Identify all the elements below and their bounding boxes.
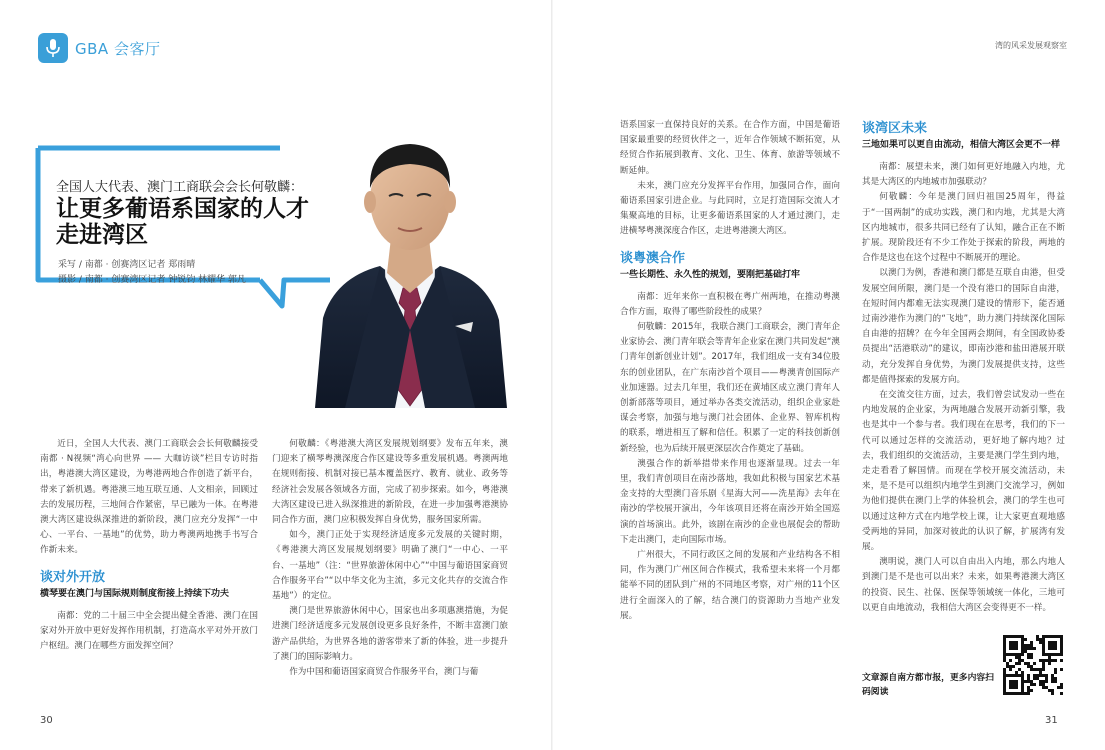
byline-writer: 采写 / 南都 · 创赛湾区记者 郑雨晴 xyxy=(58,260,196,270)
body-paragraph: 语系国家一直保持良好的关系。在合作方面，中国是葡语国家最重要的经贸伙伴之一，近年合作领域不断拓宽，从经贸合作拓展到教育、文化、卫生、体育、旅游等领域不断延伸。 xyxy=(620,120,840,176)
section-subtitle-opening: 横琴要在澳门与国际规则制度衔接上持续下功夫 xyxy=(40,588,230,599)
running-head: 湾的风采发展观察室 xyxy=(995,41,1067,50)
section-title-cooperation: 谈粤澳合作 xyxy=(620,250,686,266)
section-title-opening: 谈对外开放 xyxy=(40,569,106,585)
body-paragraph: 如今，澳门正处于实现经济适度多元发展的关键时期，《粤港澳大湾区发展规划纲要》明确了澳门“一中心、一平台、一基地”（注：“世界旅游休闲中心”“中国与葡语国家商贸合作服务平台”“以中华文化为主流，多元文化共存的交流合作基地”）的定位。 xyxy=(272,530,508,602)
left-column-2 xyxy=(272,437,508,707)
body-paragraph: 澳门是世界旅游休闲中心，国家也出多项惠澳措施，为促进澳门经济适度多元发展创设更多良好条件，不断丰富澳门旅游产品供给，为世界各地的游客带来了新的体验，进一步提升了澳门的国际影响力。 xyxy=(272,606,508,662)
page-fold xyxy=(551,0,553,750)
body-paragraph: 南都：党的二十届三中全会提出健全香港、澳门在国家对外开放中更好发挥作用机制，打造高水平对外开放门户枢纽。澳门在哪些方面发挥空间？ xyxy=(40,610,258,652)
body-paragraph: 以澳门为例，香港和澳门都是互联自由港，但受发展空间所限，澳门是一个没有港口的国际自由港，在短时间内都难无法实现澳门建设的情形下，能否通过南沙港作为澳门的“飞地”，助力澳门持续深化国际自由港的招牌？在今年全国两会期间，有全国政协委员提出“活港联动”的建议，即南沙港和盐田港展开联动，充分发挥自身优势，为澳门发展提供支持，这些都是值得探索的发展方向。 xyxy=(862,268,1065,385)
brand-text: GBA 会客厅 xyxy=(75,39,161,58)
section-subtitle-future: 三地如果可以更自由流动，相信大湾区会更不一样 xyxy=(862,140,1061,150)
intro-paragraph: 近日，全国人大代表、澳门工商联会会长何敬麟接受南都 · N视频“湾心向世界 —— 大咖访谈”栏目专访时指出，粤港澳大湾区建设，为粤港两地合作创造了新平台，带来了新机遇。粤港澳三地互联互通、人文相亲，回顾过去的发展历程，三地间合作紧密，早已融为一体。在粤港澳大湾区建设纵深推进的新阶段，澳门应充分发挥“一中心、一平台、一基地”的优势，助力粤澳两地携手书写合作新未来。 xyxy=(40,439,258,556)
body-paragraph: 作为中国和葡语国家商贸合作服务平台，澳门与葡 xyxy=(289,667,479,678)
brand-logo xyxy=(38,33,160,63)
qr-code-icon xyxy=(1003,635,1063,695)
right-column-1 xyxy=(620,118,840,718)
body-paragraph: 何敬麟：《粤港澳大湾区发展规划纲要》发布五年来，澳门迎来了横琴粤澳深度合作区建设等多重发展机遇。粤澳两地在规则衔接、机制对接已基本覆盖医疗、教育、就业、政务等经济社会发展各领域各方面，完成了初步探索。如今，粤港澳大湾区建设已进入纵深推进的新阶段，在进一步加强粤港澳协同合作方面，澳门应积极发挥自身优势，服务国家所需。 xyxy=(272,439,508,526)
section-subtitle-cooperation: 一些长期性、永久性的规划，要刚把基础打牢 xyxy=(620,269,801,280)
body-paragraph: 南都：近年来你一直积极在粤广州两地，在推动粤澳合作方面，取得了哪些阶段性的成果？ xyxy=(620,291,840,317)
page-number-right: 31 xyxy=(1045,715,1058,726)
body-paragraph: 澳明说，澳门人可以自由出入内地，那么内地人到澳门是不是也可以出来？未来，如果粤港澳大湾区的投资、民生、社保、医保等领域统一体化，三地可以更自由地流动，我相信大湾区会变得更不一样。 xyxy=(862,557,1065,613)
right-column-2 xyxy=(862,118,1065,632)
article-title xyxy=(56,196,336,248)
qr-caption: 文章源自南方都市报，更多内容扫码阅读 xyxy=(862,673,994,697)
title-kicker: 全国人大代表、澳门工商联会会长何敬麟： xyxy=(56,180,304,195)
microphone-icon xyxy=(38,33,68,63)
section-title-future: 谈湾区未来 xyxy=(862,121,928,136)
body-paragraph: 在交流交往方面，过去，我们曾尝试发动一些在内地发展的企业家，为两地融合发展开动新引擎，我也是其中一个参与者。我们现在在思考，我们的下一代可以通过怎样的交流活动，更好地了解内地？过去，我们组织的交流活动，主要是澳门学生到内地，走走看看了解国情。而现在学校开展交流活动，未来，是不是可以组织内地学生到澳门交流学习，例如为他们提供在澳门上学的体验机会，澳门的学生也可以通过这种方式在内地学校上课，让大家更直观地感受两地的异同，加深对彼此的认识了解，扩展湾有发展。 xyxy=(862,390,1065,553)
article-title-line2: 走进湾区 xyxy=(56,222,148,248)
body-paragraph: 广州很大，不同行政区之间的发展和产业结构各不相同，作为澳门广州区间合作模式，我希望未来将一个月都能举不同的团队到广州的不同地区考察，对广州的11个区进行全面深入的了解，结合澳门的资源助力当地产业发展。 xyxy=(620,550,840,621)
article-title-line1: 让更多葡语系国家的人才 xyxy=(56,196,309,222)
body-paragraph: 南都：展望未来，澳门如何更好地融入内地，尤其是大湾区的内地城市加强联动？ xyxy=(862,162,1065,188)
body-paragraph: 澳强合作的新举措带来作用也逐渐显现。过去一年里，我们青创项目在南沙落地，我如此积极与国家艺术基金支持的大型澳门音乐剧《星海大河——洗星海》去年在南沙的学校展开演出，今年该项目还将在南沙开始全国巡演的首场演出。此外，该剧在南沙的企业也展促会的帮助下走出澳门，走向国际市场。 xyxy=(620,458,840,545)
body-paragraph: 何敬麟：2015年，我联合澳门工商联会，澳门青年企业家协会、澳门青年联会等青年企业家在澳门共同发起“澳门青年创新创业计划”。2017年，我们组成一支有34位股东的创业团队，在广东南沙首个项目——粤澳青创国际产业加速器。过去几年里，我们还在黄埔区成立澳门青年人创新部落等项目，通过举办各类交流活动，组织企业家赴谋会考察，加强与地与澳门社会团体、企业界、智库机构的联系，增进相互了解和信任。积累了一定的科技创新创新经验，也为后续开展更深层次合作奠定了基础。 xyxy=(620,322,840,454)
body-paragraph: 何敬麟：今年是澳门回归祖国25周年，得益于“一国两制”的成功实践，澳门和内地，尤其是大湾区内地城市，很多共同已经有了认知，融合正在不断扩展。现阶段还有不少工作处于探索的阶段，两地的合作是这也在这个过程中不断展开的理论。 xyxy=(862,192,1065,264)
page-number-left: 30 xyxy=(40,715,53,726)
body-paragraph: 未来，澳门应充分发挥平台作用，加强同合作，面向葡语系国家引进企业。与此同时，立足打造国际交流人才集聚高地的目标，让更多葡语系国家的人才通过澳门，走进横琴粤澳深度合作区，走进粤港澳大湾区。 xyxy=(620,180,840,237)
left-column-1 xyxy=(40,437,258,707)
byline-photo: 摄影 / 南都 · 创赛湾区记者 钟锐钧 林耀华 郭凡 xyxy=(58,275,246,285)
